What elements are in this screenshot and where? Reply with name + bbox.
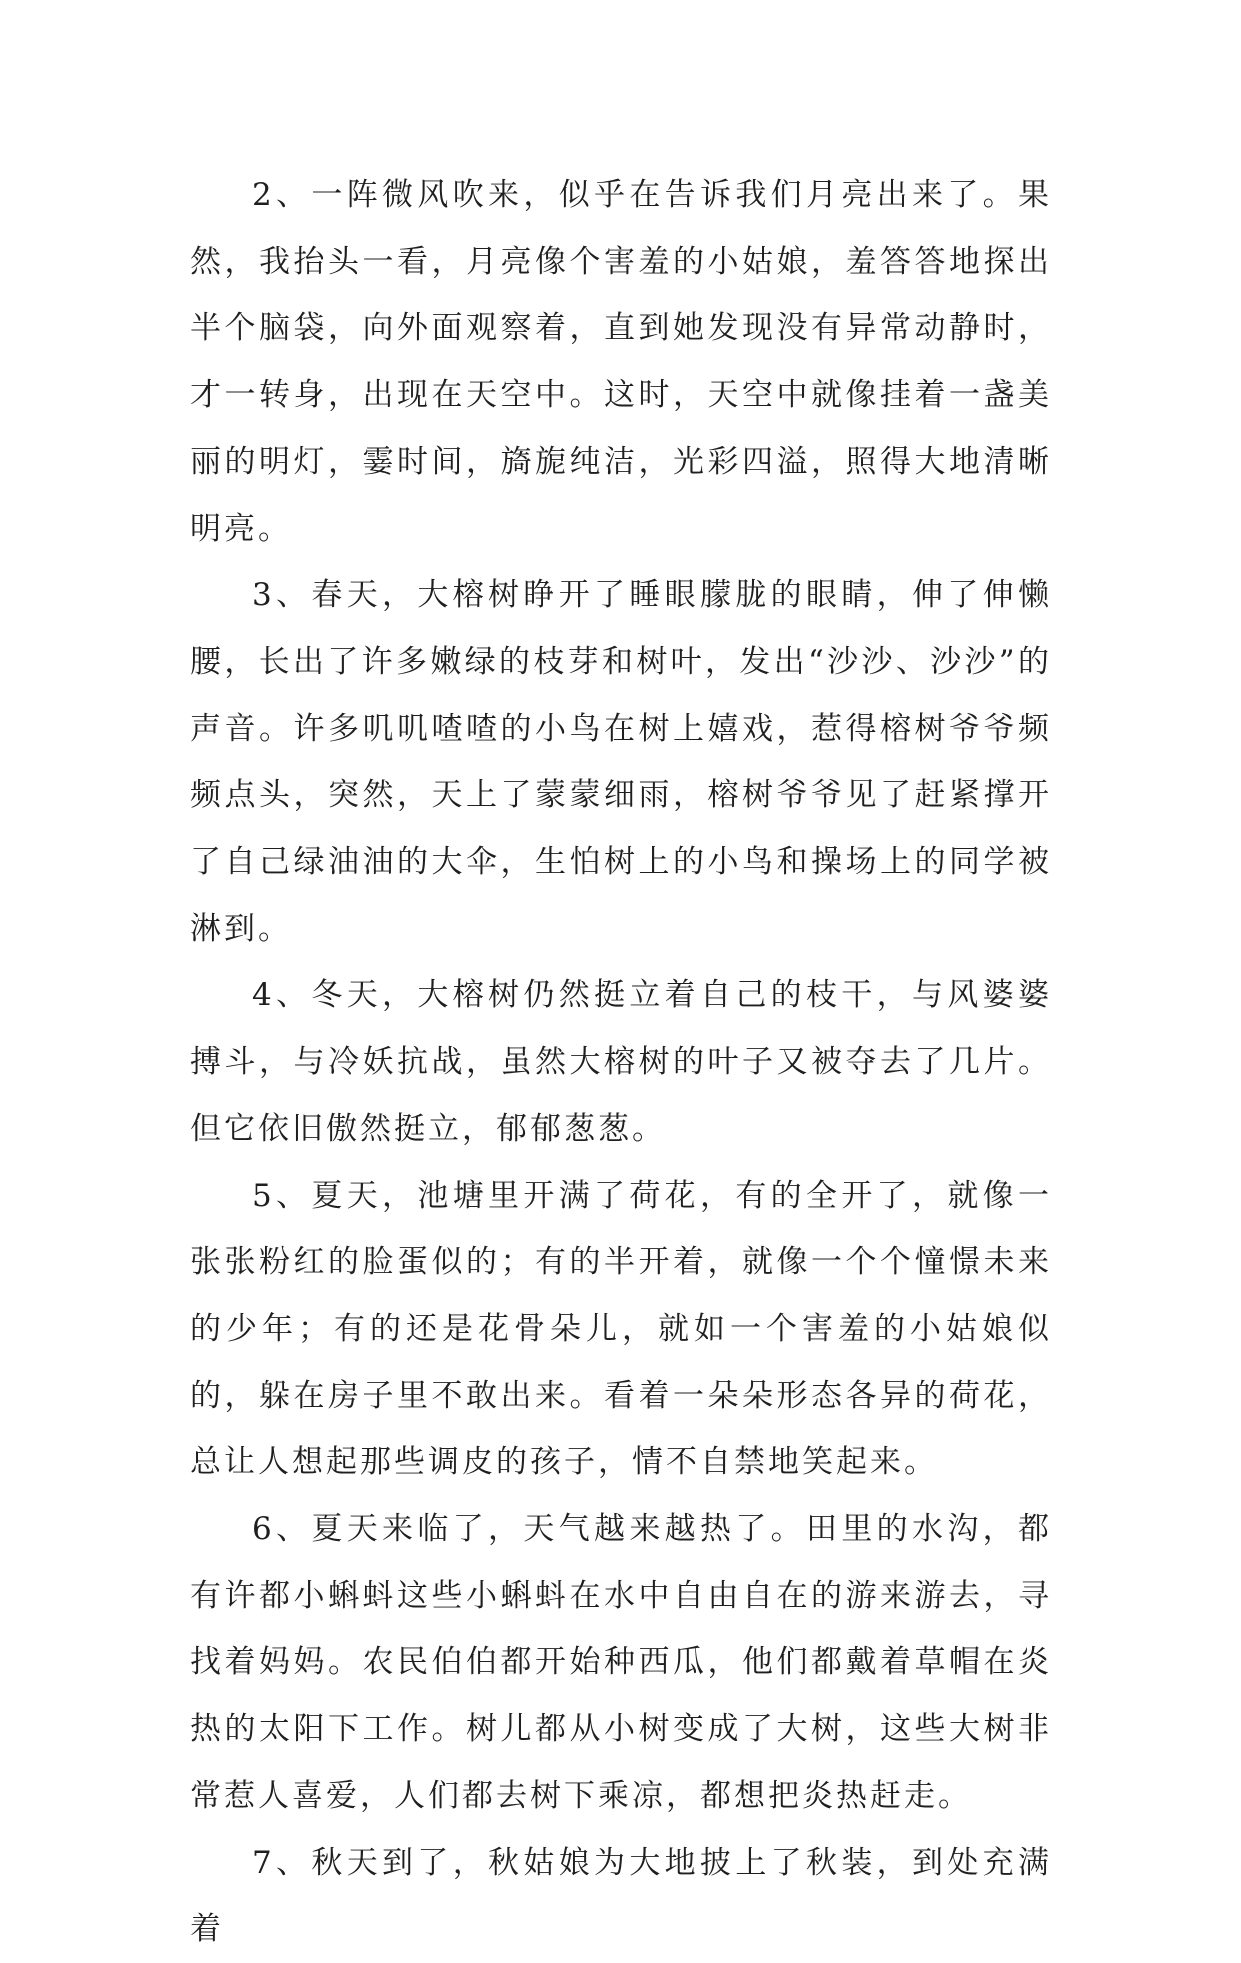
- paragraph-3: 3、春天，大榕树睁开了睡眼朦胧的眼睛，伸了伸懒腰，长出了许多嫩绿的枝芽和树叶，发出“沙沙、沙沙”的声音。许多叽叽喳喳的小鸟在树上嬉戏，惹得榕树爷爷频频点头，突然，天上了蒙蒙细雨，榕树爷爷见了赶紧撑开了自己绿油油的大伞，生怕树上的小鸟和操场上的同学被淋到。: [190, 577, 1052, 947]
- document-body: [190, 162, 1052, 1963]
- paragraph-7: 7、秋天到了，秋姑娘为大地披上了秋装，到处充满着: [190, 1844, 1052, 1948]
- paragraph-2: 2、一阵微风吹来，似乎在告诉我们月亮出来了。果然，我抬头一看，月亮像个害羞的小姑娘，羞答答地探出半个脑袋，向外面观察着，直到她发现没有异常动静时，才一转身，出现在天空中。这时，天空中就像挂着一盏美丽的明灯，霎时间，旖旎纯洁，光彩四溢，照得大地清晰明亮。: [190, 177, 1052, 547]
- paragraph-6: 6、夏天来临了，天气越来越热了。田里的水沟，都有许都小蝌蚪这些小蝌蚪在水中自由自在的游来游去，寻找着妈妈。农民伯伯都开始种西瓜，他们都戴着草帽在炎热的太阳下工作。树儿都从小树变成了大树，这些大树非常惹人喜爱，人们都去树下乘凉，都想把炎热赶走。: [190, 1511, 1052, 1814]
- paragraph-4: 4、冬天，大榕树仍然挺立着自己的枝干，与风婆婆搏斗，与冷妖抗战，虽然大榕树的叶子又被夺去了几片。但它依旧傲然挺立，郁郁葱葱。: [190, 977, 1052, 1147]
- paragraph-5: 5、夏天，池塘里开满了荷花，有的全开了，就像一张张粉红的脸蛋似的；有的半开着，就像一个个憧憬未来的少年；有的还是花骨朵儿，就如一个害羞的小姑娘似的，躲在房子里不敢出来。看着一朵朵形态各异的荷花，总让人想起那些调皮的孩子，情不自禁地笑起来。: [190, 1177, 1052, 1481]
